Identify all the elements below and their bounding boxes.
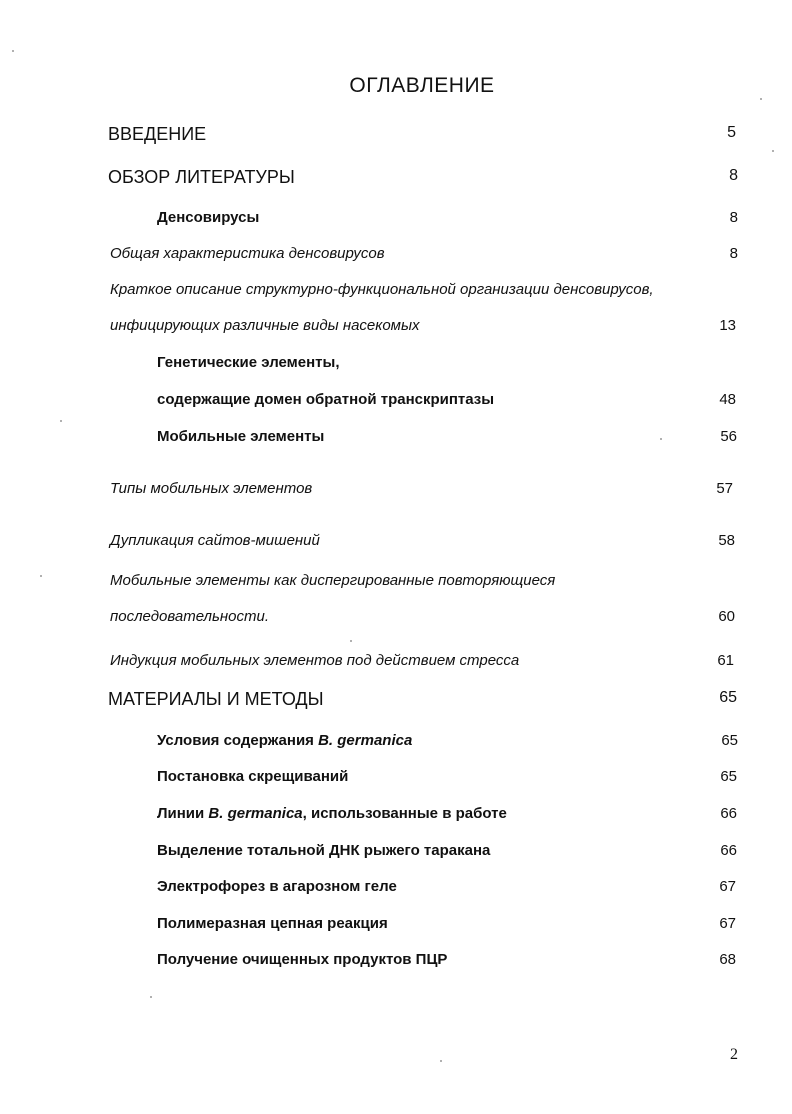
toc-entry-text: Полимеразная цепная реакция bbox=[157, 915, 388, 932]
toc-entry-text: Постановка скрещиваний bbox=[157, 768, 349, 785]
toc-entry-page: 68 bbox=[719, 951, 736, 968]
toc-entry-page: 61 bbox=[717, 652, 734, 669]
scan-speck bbox=[150, 996, 152, 998]
scan-speck bbox=[350, 640, 352, 642]
toc-entry bbox=[0, 768, 792, 794]
scan-speck bbox=[60, 420, 62, 422]
toc-entry-page: 67 bbox=[719, 878, 736, 895]
toc-entry-page: 66 bbox=[720, 842, 737, 859]
toc-entry-page: 56 bbox=[720, 428, 737, 445]
toc-entry bbox=[0, 354, 792, 380]
toc-entry-text: Мобильные элементы как диспергированные повторяющиеся bbox=[110, 572, 556, 589]
toc-entry bbox=[0, 842, 792, 868]
toc-entry bbox=[0, 608, 792, 634]
toc-entry-text: Выделение тотальной ДНК рыжего таракана bbox=[157, 842, 491, 859]
toc-entry-text bbox=[157, 732, 412, 749]
toc-entry bbox=[0, 572, 792, 598]
page-number: 2 bbox=[730, 1046, 738, 1063]
toc-entry-page: 67 bbox=[719, 915, 736, 932]
species-name: B. germanica bbox=[208, 805, 303, 822]
toc-entry-page: 60 bbox=[718, 608, 735, 625]
toc-entry bbox=[0, 124, 792, 150]
toc-entry-page: 8 bbox=[729, 245, 738, 262]
scan-speck bbox=[772, 150, 774, 152]
toc-entry-page: 13 bbox=[719, 317, 736, 334]
toc-entry-text: Электрофорез в агарозном геле bbox=[157, 878, 397, 895]
toc-entry-text: Типы мобильных элементов bbox=[110, 480, 313, 497]
scan-speck bbox=[440, 1060, 442, 1062]
toc-entry-page: 57 bbox=[716, 480, 733, 497]
toc-entry bbox=[0, 317, 792, 343]
toc-entry-page: 65 bbox=[721, 732, 738, 749]
toc-entry-text bbox=[157, 805, 507, 822]
toc-entry-page: 48 bbox=[719, 391, 736, 408]
toc-entry-page: 5 bbox=[727, 124, 736, 141]
toc-entry-text-part: Линии bbox=[157, 805, 209, 822]
toc-entry bbox=[0, 245, 792, 271]
toc-entry-text: Общая характеристика денсовирусов bbox=[110, 245, 385, 262]
toc-entry bbox=[0, 732, 792, 758]
toc-entry-page: 58 bbox=[718, 532, 735, 549]
toc-entry-page: 8 bbox=[729, 209, 738, 226]
page-title: ОГЛАВЛЕНИЕ bbox=[349, 74, 495, 97]
toc-entry-text: Генетические элементы, bbox=[157, 354, 340, 371]
toc-entry-text-part: Условия содержания bbox=[157, 732, 319, 749]
toc-entry-text-part: , использованные в работе bbox=[302, 805, 507, 822]
toc-entry-page: 66 bbox=[720, 805, 737, 822]
toc-entry bbox=[0, 209, 792, 235]
toc-entry-text: ОБЗОР ЛИТЕРАТУРЫ bbox=[108, 167, 295, 187]
toc-entry-text: последовательности. bbox=[110, 608, 269, 625]
toc-entry bbox=[0, 428, 792, 454]
toc-entry-text: инфицирующих различные виды насекомых bbox=[110, 317, 420, 334]
scan-speck bbox=[660, 438, 662, 440]
toc-entry-text: Мобильные элементы bbox=[157, 428, 325, 445]
toc-entry bbox=[0, 480, 792, 506]
toc-entry-page: 65 bbox=[720, 768, 737, 785]
toc-entry bbox=[0, 167, 792, 193]
scan-speck bbox=[760, 98, 762, 100]
toc-entry bbox=[0, 532, 792, 558]
toc-entry bbox=[0, 951, 792, 977]
species-name: B. germanica bbox=[318, 732, 413, 749]
toc-entry-text: Индукция мобильных элементов под действием стресса bbox=[110, 652, 520, 669]
toc-entry bbox=[0, 878, 792, 904]
toc-entry bbox=[0, 652, 792, 678]
toc-entry bbox=[0, 805, 792, 831]
scan-speck bbox=[12, 50, 14, 52]
toc-entry-text: ВВЕДЕНИЕ bbox=[108, 124, 207, 144]
toc-entry-text: МАТЕРИАЛЫ И МЕТОДЫ bbox=[108, 689, 324, 709]
scan-speck bbox=[40, 575, 42, 577]
toc-entry bbox=[0, 391, 792, 417]
toc-entry-text: Дупликация сайтов-мишений bbox=[110, 532, 320, 549]
toc-entry-text: Денсовирусы bbox=[157, 209, 260, 226]
toc-entry bbox=[0, 281, 792, 307]
toc-entry-page: 65 bbox=[719, 689, 737, 706]
toc-entry bbox=[0, 915, 792, 941]
toc-entry-text: Краткое описание структурно-функциональной организации денсовирусов, bbox=[110, 281, 654, 298]
toc-entry-text: Получение очищенных продуктов ПЦР bbox=[157, 951, 448, 968]
toc-entry-page: 8 bbox=[729, 167, 738, 184]
toc-entry bbox=[0, 689, 792, 715]
toc-entry-text: содержащие домен обратной транскриптазы bbox=[157, 391, 495, 408]
